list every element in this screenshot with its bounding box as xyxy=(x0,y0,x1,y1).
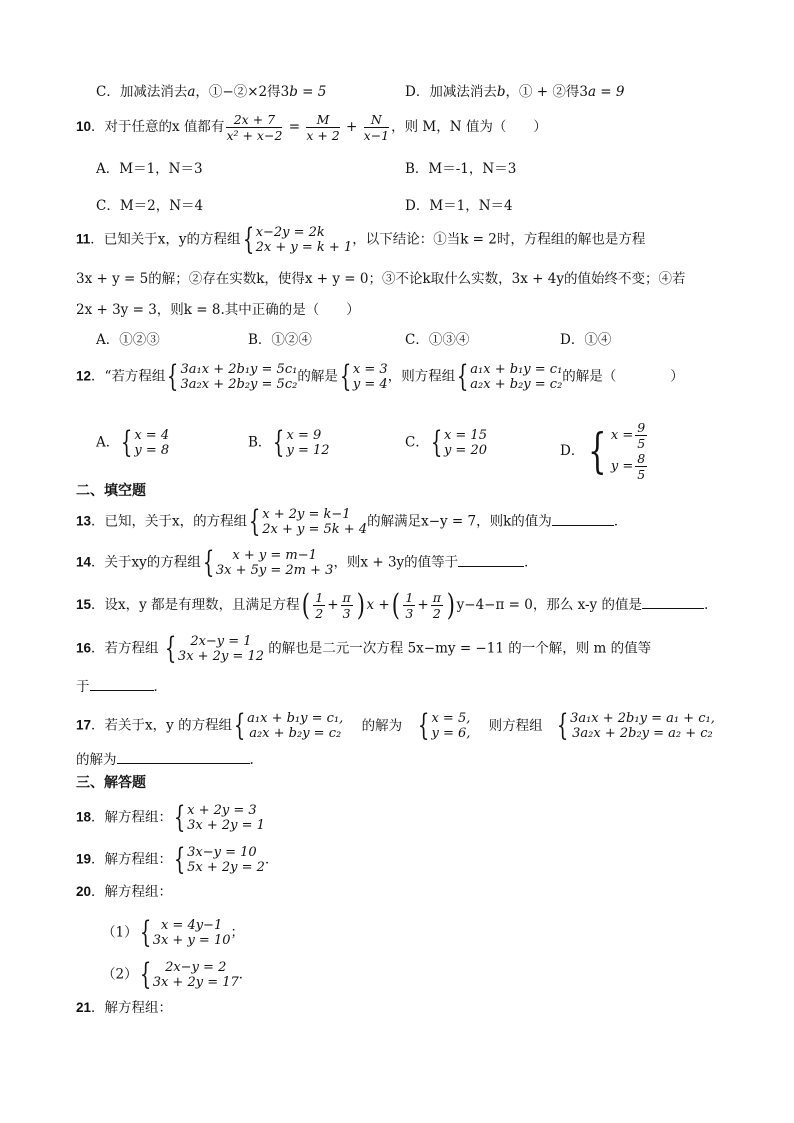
q14-text2: ，则x + 3y的值等于 xyxy=(333,554,459,571)
q11-option-b: B．①②④ xyxy=(248,332,312,348)
q10-option-a: A．M＝1，N＝3 xyxy=(96,161,203,177)
q15-f1-den: 2 xyxy=(315,606,324,621)
q11-number: 11 xyxy=(76,231,91,247)
q10-n-num: N xyxy=(364,112,389,128)
q10-eq: = xyxy=(284,119,305,135)
q11-system xyxy=(241,222,353,257)
brace-icon: { xyxy=(248,504,261,539)
q11-option-a: A．①②③ xyxy=(96,332,160,348)
q10-option-d: D．M＝1，N＝4 xyxy=(405,198,513,214)
q15-mid: x + xyxy=(366,597,390,613)
q18-row1: x + 2y = 3 xyxy=(187,803,257,818)
q14-end: ． xyxy=(524,554,538,571)
q12-c-row1: x = 15 xyxy=(443,428,487,443)
q15-f2-num: π xyxy=(342,590,351,605)
section-title-solve: 三、解答题 xyxy=(76,775,146,791)
q10-text1: ．对于任意的x 值都有 xyxy=(91,119,225,135)
q20-p2-label: （2） xyxy=(102,966,138,983)
brace-icon: { xyxy=(139,915,151,950)
brace-icon: { xyxy=(202,545,215,580)
right-paren-icon: ) xyxy=(446,587,455,623)
q18-text1: ．解方程组： xyxy=(91,809,173,826)
q11-row2: 2x + y = k + 1 xyxy=(255,240,353,255)
q19-end: ． xyxy=(264,851,279,868)
q15-f2-den: 3 xyxy=(342,606,351,621)
q15-text2: y−4−π = 0，那么 x-y 的值是 xyxy=(456,597,642,613)
q17-stem xyxy=(76,708,715,743)
q15-f3-den: 3 xyxy=(405,606,414,621)
q12-system2 xyxy=(338,359,388,394)
q11-stem xyxy=(76,222,646,257)
q13-stem xyxy=(76,504,628,539)
q15-end: . xyxy=(703,597,709,613)
q11-option-d: D．①④ xyxy=(560,332,612,348)
q15-f4-den: 2 xyxy=(432,606,441,621)
q9-c-var: a xyxy=(187,84,196,100)
q12-text4: 的解是（ ） xyxy=(562,368,684,385)
q10-m-fraction xyxy=(306,112,339,143)
q13-text2: 的解满足x−y = 7，则k的值为 xyxy=(367,513,552,530)
q13-row2: 2x + y = 5k + 4 xyxy=(262,522,368,537)
q12-d-y-den: 5 xyxy=(637,467,646,482)
q20-p1-row1: x = 4y−1 xyxy=(160,918,223,933)
q10-option-b: B．M＝-1，N＝3 xyxy=(405,161,517,177)
q12-s1-row1: 3a₁x + 2b₁y = 5c₁ xyxy=(180,362,298,377)
q15-answer-blank[interactable] xyxy=(642,594,704,609)
q12-b-row2: y = 12 xyxy=(286,443,330,458)
q17-s1-row1: a₁x + b₁y = c₁, xyxy=(247,711,344,726)
q16-text2: 的解也是二元一次方程 5x−my = −11 的一个解，则 m 的值等 xyxy=(264,640,652,657)
q20-p1-row2: 3x + y = 10 xyxy=(152,933,231,948)
q17-line2-text: 的解为 xyxy=(76,752,117,768)
q12-s2-row1: x = 3 xyxy=(352,362,388,377)
q13-answer-blank[interactable] xyxy=(552,511,614,526)
q17-s3-row1: 3a₁x + 2b₁y = a₁ + c₁, xyxy=(570,711,715,726)
q13-text1: ．已知，关于x，的方程组 xyxy=(91,513,248,530)
q12-c-row2: y = 20 xyxy=(443,443,487,458)
q12-d-x-num: 9 xyxy=(637,420,646,435)
q16-stem xyxy=(76,631,652,666)
q14-number: 14 xyxy=(76,554,92,570)
q10-n-den: x−1 xyxy=(363,128,390,143)
q9-option-d xyxy=(405,83,625,101)
q12-d-y: y = xyxy=(610,459,634,474)
q15-number: 15 xyxy=(76,597,92,612)
q12-d-label: D． xyxy=(560,443,585,459)
q12-d-x: x = xyxy=(610,428,634,443)
q12-a-row2: y = 8 xyxy=(134,443,170,458)
q19-row2: 5x + 2y = 2 xyxy=(187,860,265,875)
q12-option-d xyxy=(560,420,649,482)
brace-icon: { xyxy=(457,359,469,394)
brace-icon: { xyxy=(273,425,285,460)
q17-end: . xyxy=(249,752,254,768)
brace-icon: { xyxy=(121,425,133,460)
q12-s1-row2: 3a₂x + 2b₂y = 5c₂ xyxy=(180,377,298,392)
q20-p2-end: ． xyxy=(238,966,253,983)
right-paren-icon: ) xyxy=(356,587,365,623)
q17-text1: ．若关于x，y 的方程组 xyxy=(91,717,233,734)
q19-stem xyxy=(76,842,279,877)
q19-row1: 3x−y = 10 xyxy=(187,845,257,860)
q18-stem xyxy=(76,800,265,835)
q12-option-a xyxy=(96,425,170,460)
q9-c-text: C．加减法消去 xyxy=(96,84,188,100)
brace-icon: { xyxy=(173,842,186,877)
q14-row2: 3x + 5y = 2m + 3 xyxy=(215,563,334,578)
q21-number: 21 xyxy=(76,1000,92,1015)
q14-stem xyxy=(76,545,538,580)
q12-s3-row2: a₂x + b₂y = c₂ xyxy=(470,377,563,392)
q20-p2-row1: 2x−y = 2 xyxy=(165,960,227,975)
q18-number: 18 xyxy=(76,809,92,825)
q19-text1: ．解方程组： xyxy=(91,851,173,868)
q9-option-c xyxy=(96,83,326,101)
q17-text2: 的解为 xyxy=(361,717,403,734)
q15-text1: ．设x，y 都是有理数，且满足方程 xyxy=(91,597,300,613)
q16-text1: ．若方程组 xyxy=(91,640,163,657)
q12-b-row1: x = 9 xyxy=(286,428,322,443)
q10-text2: ，则 M，N 值为（ ） xyxy=(391,119,547,135)
q16-row2: 3x + 2y = 12 xyxy=(177,649,264,664)
q15-f1-num: 1 xyxy=(315,590,324,605)
q9-d-text: D．加减法消去 xyxy=(405,84,497,100)
q12-b-label: B． xyxy=(248,434,272,451)
q12-system1 xyxy=(165,359,298,394)
q15-f3-num: 1 xyxy=(405,590,414,605)
q10-m-den: x + 2 xyxy=(306,128,340,143)
q9-d-var: b xyxy=(496,84,506,100)
q15-stem: 15．设x，y 都是有理数，且满足方程( $\frac{1}{2}$ + $\frac{\pi}{3}$ ) x +( $\frac{1}{3}$ + $\frac{\pi}{2}$ ) y−4−π = 0，那么 x-y 的值是 . xyxy=(76,587,709,623)
q13-end: ． xyxy=(613,513,628,530)
q11-line3: 2x + 3y = 3，则k = 8.其中正确的是（ ） xyxy=(76,302,360,318)
q11-row1: x−2y = 2k xyxy=(255,225,325,240)
brace-icon: { xyxy=(242,222,254,257)
q17-number: 17 xyxy=(76,717,92,733)
q20-p1-label: （1） xyxy=(102,924,138,941)
q14-answer-blank[interactable] xyxy=(458,552,524,567)
q11-text1: ．已知关于x，y的方程组 xyxy=(90,231,241,248)
q17-line2 xyxy=(76,749,254,769)
q17-s2-row2: y = 6, xyxy=(431,726,471,741)
q20-p1-end: ； xyxy=(230,924,244,941)
left-paren-icon: ( xyxy=(301,587,310,623)
q17-answer-blank[interactable] xyxy=(117,749,250,764)
q17-s1-row2: a₂x + b₂y = c₂ xyxy=(249,726,342,741)
q12-s2-row2: y = 4 xyxy=(352,377,388,392)
q9-d-rest: ，① + ②得3 xyxy=(505,84,588,100)
q16-number: 16 xyxy=(76,640,92,656)
brace-icon: { xyxy=(430,425,443,460)
q20-p2-row2: 3x + 2y = 17 xyxy=(152,975,239,990)
q21-text1: ．解方程组： xyxy=(91,1000,173,1016)
q9-d-eq: a = 9 xyxy=(587,84,625,100)
q11-option-c: C．①③④ xyxy=(405,332,470,348)
q17-text3: 则方程组 xyxy=(488,717,543,734)
brace-icon: { xyxy=(164,631,177,666)
q12-option-c xyxy=(405,425,487,460)
q12-s3-row1: a₁x + b₁y = c₁ xyxy=(470,362,563,377)
q12-system3 xyxy=(455,359,563,394)
q11-text2: ，以下结论：①当k = 2时，方程组的解也是方程 xyxy=(352,231,646,248)
brace-icon: { xyxy=(139,957,151,992)
q21-stem xyxy=(76,999,172,1017)
q11-line2: 3x + y = 5的解；②存在实数k，使得x + y = 0；③不论k取什么实数，3x + 4y的值始终不变；④若 xyxy=(76,271,686,287)
q12-c-label: C． xyxy=(405,434,429,451)
brace-icon: { xyxy=(173,800,186,835)
q10-plus: + xyxy=(341,119,362,135)
q17-s2-row1: x = 5, xyxy=(431,711,471,726)
brace-icon: { xyxy=(418,708,430,743)
q20-stem xyxy=(76,883,172,901)
section-title-fill-blank: 二、填空题 xyxy=(76,483,146,499)
q16-row1: 2x−y = 1 xyxy=(190,634,252,649)
q12-d-y-num: 8 xyxy=(637,451,646,466)
q16-answer-blank[interactable] xyxy=(90,676,154,691)
brace-icon: { xyxy=(556,708,569,743)
brace-icon: { xyxy=(588,423,607,479)
q12-a-label: A． xyxy=(96,434,120,451)
q12-text2: 的解是 xyxy=(297,368,338,385)
q12-d-x-den: 5 xyxy=(637,436,646,451)
brace-icon: { xyxy=(233,708,246,743)
q10-m-num: M xyxy=(306,112,339,128)
q12-a-row1: x = 4 xyxy=(134,428,170,443)
q12-text1: ．“若方程组 xyxy=(91,368,166,385)
q16-end: ． xyxy=(153,679,167,695)
brace-icon: { xyxy=(339,359,352,394)
q10-lhs-den: x² + x−2 xyxy=(226,128,283,143)
q9-c-eq: b = 5 xyxy=(289,84,327,100)
q10-stem xyxy=(76,112,547,143)
q20-part1 xyxy=(102,915,244,950)
q10-option-c: C．M＝2，N＝4 xyxy=(96,198,204,214)
q19-number: 19 xyxy=(76,851,92,867)
q15-f4-num: π xyxy=(432,590,441,605)
q20-part2 xyxy=(102,957,253,992)
q13-row1: x + 2y = k−1 xyxy=(262,507,351,522)
q12-stem xyxy=(76,359,684,394)
brace-icon: { xyxy=(167,359,179,394)
q17-s3-row2: 3a₂x + 2b₂y = a₂ + c₂ xyxy=(572,726,713,741)
q10-lhs-num: 2x + 7 xyxy=(226,112,282,128)
q18-row2: 3x + 2y = 1 xyxy=(187,818,265,833)
q13-number: 13 xyxy=(76,513,92,529)
q16-line2 xyxy=(76,676,167,696)
q16-line2-text: 于 xyxy=(76,679,90,695)
q20-text1: ．解方程组： xyxy=(91,884,173,900)
q9-c-rest: ，①−②×2得3 xyxy=(195,84,290,100)
q10-number: 10 xyxy=(76,119,92,134)
q12-option-b xyxy=(248,425,330,460)
q12-number: 12 xyxy=(76,368,92,384)
q14-row1: x + y = m−1 xyxy=(232,548,317,563)
q14-text1: ．关于xy的方程组 xyxy=(91,554,201,571)
q12-text3: ，则方程组 xyxy=(387,368,456,385)
q20-number: 20 xyxy=(76,884,92,899)
left-paren-icon: ( xyxy=(391,587,400,623)
q10-n-fraction xyxy=(364,112,389,143)
q10-lhs-fraction xyxy=(226,112,282,143)
